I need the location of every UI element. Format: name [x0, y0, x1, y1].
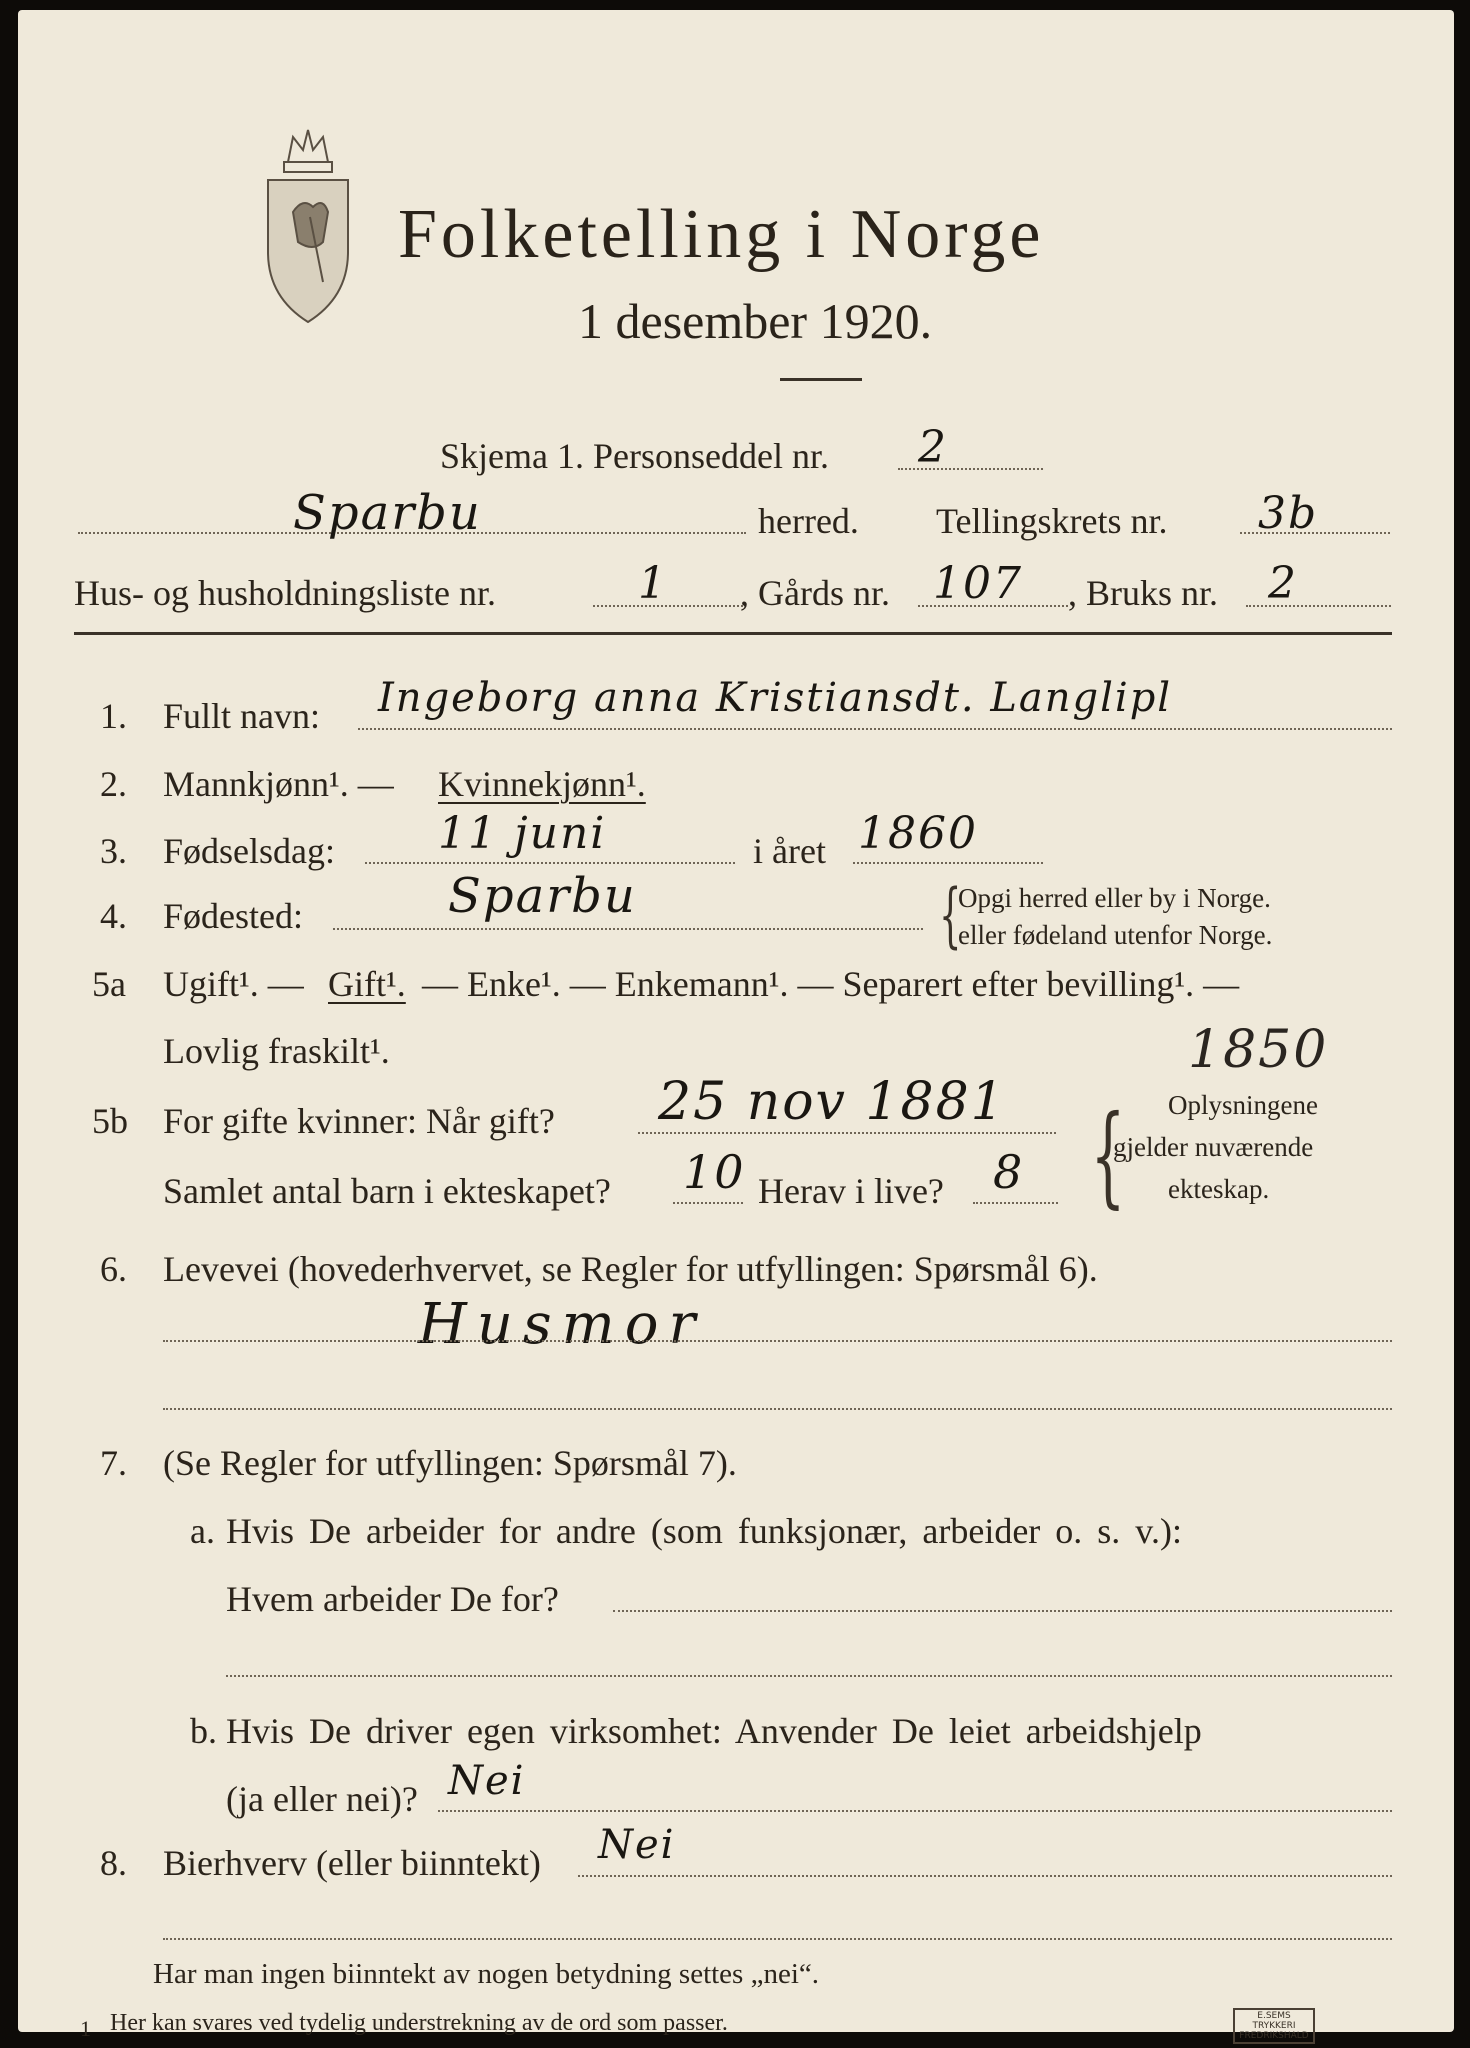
form-title: Folketelling i Norge	[398, 196, 1045, 273]
q5b-note-3: ekteskap.	[1168, 1174, 1270, 1204]
krets-value: 3b	[1258, 488, 1319, 539]
printer-stamp	[1233, 2008, 1315, 2044]
q2-label-male: Mannkjønn¹. —	[163, 764, 394, 804]
schema-label: Skjema 1. Personseddel nr.	[440, 436, 829, 476]
q7a-line-1	[613, 1610, 1392, 1612]
q7b-value: Nei	[448, 1758, 526, 1804]
gards-value: 107	[933, 558, 1023, 609]
q1-line	[358, 728, 1392, 730]
q3-year-value: 1860	[858, 808, 978, 859]
q4-number: 4.	[100, 896, 127, 936]
herred-value: Sparbu	[293, 485, 482, 541]
q7b-label-2: (ja eller nei)?	[226, 1779, 418, 1819]
q5b-note-1: Oplysningene	[1168, 1090, 1318, 1120]
footnote: Her kan svares ved tydelig understrekning av de ord som passer.	[110, 2010, 728, 2036]
schema-value: 2	[918, 422, 948, 473]
census-date: 1 desember 1920.	[578, 293, 933, 349]
q3-label: Fødselsdag:	[163, 831, 336, 871]
q7-label: (Se Regler for utfyllingen: Spørsmål 7).	[163, 1443, 737, 1483]
q1-number: 1.	[100, 696, 127, 736]
printer-stamp-text: E.SEMS TRYKKERI FREDRIKSHALD	[1239, 2011, 1309, 2041]
q2-number: 2.	[100, 764, 127, 804]
q7a-letter: a.	[190, 1511, 215, 1551]
hus-value: 1	[638, 558, 668, 609]
q8-value: Nei	[598, 1822, 676, 1868]
q5a-number: 5a	[92, 964, 126, 1004]
q5b-alive-value: 8	[993, 1145, 1025, 1199]
q5b-married-line	[638, 1132, 1056, 1134]
q4-brace: {	[939, 874, 962, 956]
q5a-rest: — Enke¹. — Enkemann¹. — Separert efter bevilling¹. —	[422, 964, 1240, 1004]
q6-line-2	[163, 1408, 1392, 1410]
bruks-value: 2	[1268, 558, 1298, 609]
q6-line-1	[163, 1340, 1392, 1342]
q8-line-2	[163, 1938, 1392, 1940]
q2-label-female: Kvinnekjønn¹.	[438, 764, 646, 804]
q3-day-line	[365, 862, 735, 864]
hus-label: Hus- og husholdningsliste nr.	[74, 573, 497, 613]
q4-line	[333, 928, 923, 930]
q5b-alive-line	[973, 1202, 1058, 1204]
q5a-line2: Lovlig fraskilt¹.	[163, 1031, 390, 1071]
q4-value: Sparbu	[448, 868, 637, 924]
q6-value: Husmor	[418, 1292, 706, 1357]
q5b-children-label: Samlet antal barn i ekteskapet?	[163, 1171, 611, 1211]
q7-number: 7.	[100, 1443, 127, 1483]
q1-value: Ingeborg anna Kristiansdt. Langlipl	[378, 675, 1173, 721]
q5a-ugift: Ugift¹. —	[163, 964, 304, 1004]
q3-year-line	[853, 862, 1043, 864]
q5b-children-line	[673, 1202, 743, 1204]
q8-number: 8.	[100, 1843, 127, 1883]
q7b-label-1: Hvis De driver egen virksomhet: Anvender De leiet arbeidshjelp	[226, 1711, 1202, 1751]
krets-label: Tellingskrets nr.	[936, 501, 1168, 541]
q3-day-value: 11 juni	[438, 808, 607, 859]
q6-number: 6.	[100, 1249, 127, 1289]
q1-label: Fullt navn:	[163, 696, 321, 736]
q5b-label: For gifte kvinner: Når gift?	[163, 1101, 555, 1141]
q5b-alive-label: Herav i live?	[758, 1171, 944, 1211]
q3-year-label: i året	[753, 831, 826, 871]
q7a-label-2: Hvem arbeider De for?	[226, 1579, 559, 1619]
bruks-label: , Bruks nr.	[1068, 573, 1219, 613]
q5a-margin-note: 1850	[1188, 1020, 1329, 1080]
q6-label: Levevei (hovederhvervet, se Regler for utfyllingen: Spørsmål 6).	[163, 1249, 1098, 1289]
q4-label: Fødested:	[163, 896, 303, 936]
footnote-mark: 1	[80, 2016, 91, 2041]
header-divider	[74, 632, 1392, 635]
q5b-note-2: gjelder nuværende	[1113, 1132, 1314, 1162]
footer-note: Har man ingen biinntekt av nogen betydning settes „nei“.	[153, 1958, 820, 1990]
q8-label: Bierhverv (eller biinntekt)	[163, 1843, 541, 1883]
hus-line	[593, 605, 743, 607]
title-divider	[780, 378, 862, 381]
q7a-line-2	[226, 1675, 1392, 1677]
q8-line-1	[578, 1875, 1392, 1877]
q4-note-2: eller fødeland utenfor Norge.	[958, 920, 1273, 950]
q4-note-1: Opgi herred eller by i Norge.	[958, 883, 1271, 913]
q5b-married-value: 25 nov 1881	[658, 1072, 1006, 1132]
q7b-line	[438, 1810, 1392, 1812]
q5a-gift: Gift¹.	[328, 964, 406, 1004]
q3-number: 3.	[100, 831, 127, 871]
herred-label: herred.	[758, 501, 859, 541]
q7a-label-1: Hvis De arbeider for andre (som funksjonær, arbeider o. s. v.):	[226, 1511, 1182, 1551]
q5b-number: 5b	[92, 1101, 128, 1141]
q7b-letter: b.	[190, 1711, 217, 1751]
census-form-page	[18, 10, 1454, 2041]
gards-label: , Gårds nr.	[740, 573, 890, 613]
coat-of-arms-icon	[248, 122, 368, 332]
q5b-children-value: 10	[683, 1145, 746, 1199]
q5b-brace: {	[1090, 1091, 1126, 1219]
